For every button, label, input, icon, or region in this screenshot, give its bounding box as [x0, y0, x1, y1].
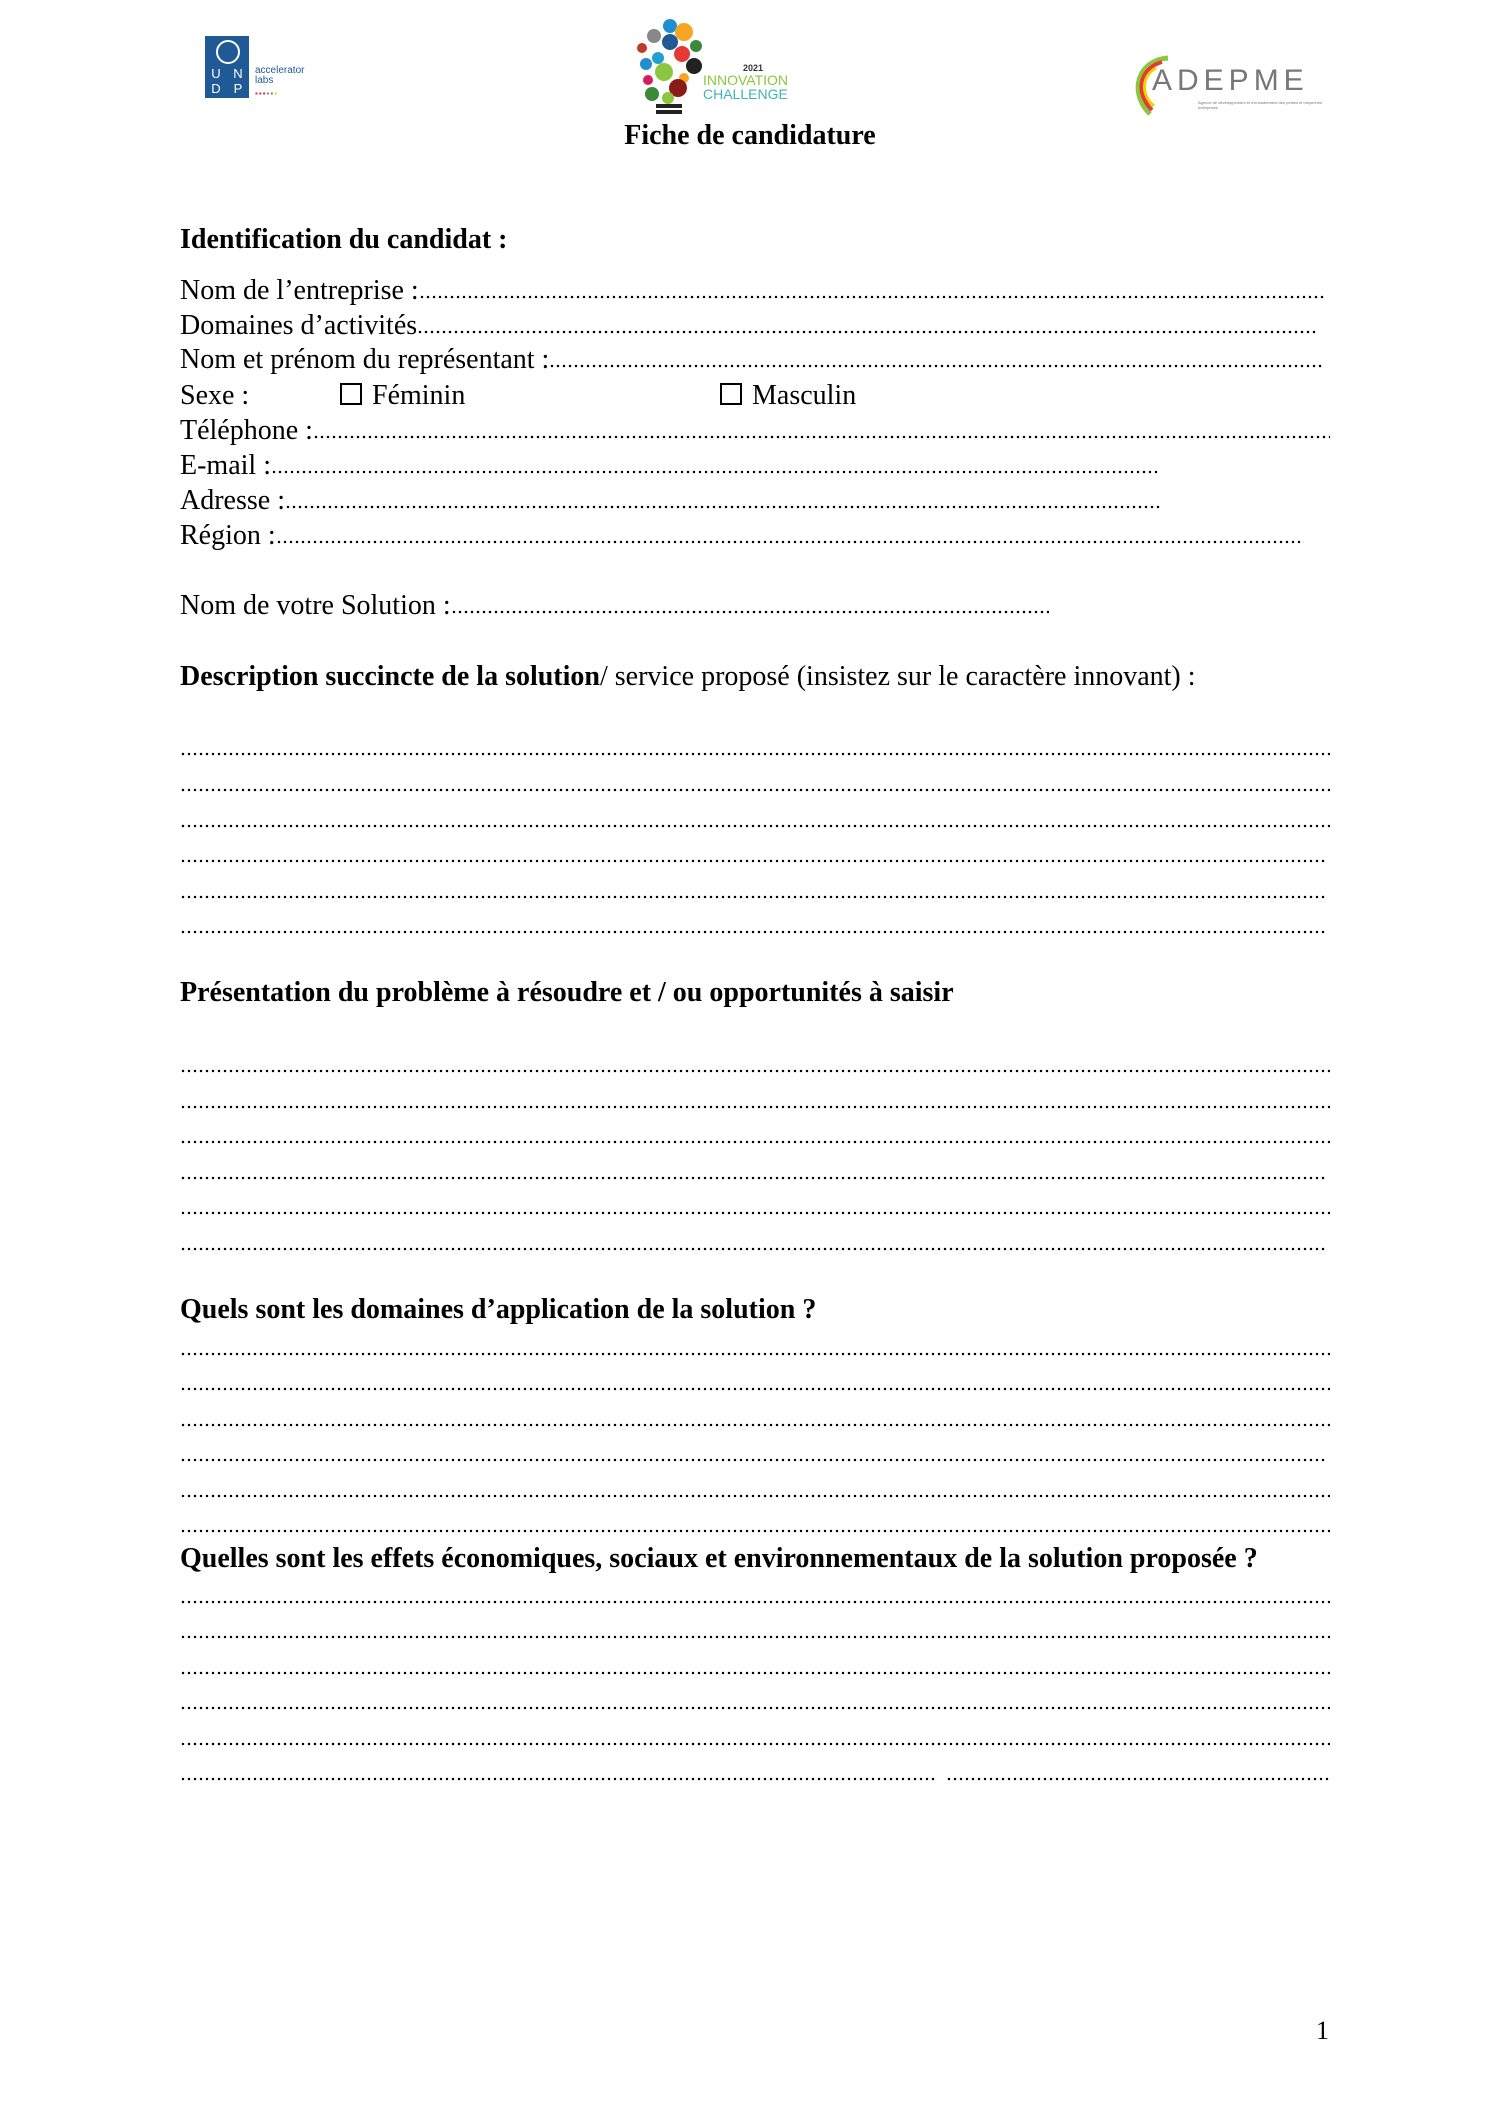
undp-letter: D — [211, 81, 221, 96]
effets-line[interactable] — [180, 1720, 1330, 1756]
domaines-line[interactable] — [180, 1401, 1330, 1437]
undp-text: labs — [255, 75, 274, 86]
fill-line[interactable] — [285, 504, 1160, 510]
fill-line[interactable] — [180, 823, 1330, 829]
fill-line[interactable] — [451, 609, 1049, 615]
domaines-line[interactable] — [180, 1365, 1330, 1401]
fill-line[interactable] — [271, 469, 1158, 475]
undp-letter: N — [233, 66, 243, 81]
field-label: Région : — [180, 520, 276, 551]
domaines-application-heading: Quels sont les domaines d’application de la solution ? — [180, 1294, 817, 1325]
field-label: Domaines d’activités — [180, 310, 418, 341]
fill-line[interactable] — [180, 1634, 1330, 1640]
effets-line[interactable] — [180, 1578, 1330, 1614]
fill-line[interactable] — [180, 1599, 1330, 1605]
checkbox-label: Masculin — [752, 380, 857, 411]
page-title: Fiche de candidature — [624, 120, 876, 151]
adepme-logo — [1128, 52, 1328, 122]
fill-line[interactable] — [180, 858, 1326, 864]
description-line[interactable] — [180, 802, 1330, 838]
fill-line[interactable] — [180, 751, 1330, 757]
fill-line[interactable] — [180, 1104, 1330, 1110]
fill-line[interactable] — [180, 1139, 1330, 1145]
innovation-line1: INNOVATION — [703, 72, 789, 88]
fill-line[interactable] — [313, 434, 1330, 440]
description-line[interactable] — [180, 837, 1326, 873]
fill-line[interactable] — [180, 929, 1326, 935]
heading-bold: Description succincte de la solution — [180, 661, 600, 692]
page-number: 1 — [1316, 2016, 1329, 2045]
fill-line[interactable] — [180, 1705, 1330, 1711]
undp-letter: P — [233, 81, 243, 96]
un-emblem-icon — [216, 40, 240, 64]
probleme-line[interactable] — [180, 1083, 1330, 1119]
description-line[interactable] — [180, 908, 1326, 944]
field-adresse[interactable] — [180, 483, 1160, 519]
checkbox-feminin[interactable] — [340, 378, 720, 414]
effets-line[interactable] — [180, 1613, 1330, 1649]
field-domaines[interactable] — [180, 308, 1316, 344]
effets-line[interactable] — [180, 1755, 1330, 1791]
fill-line[interactable] — [180, 1175, 1326, 1181]
probleme-line[interactable] — [180, 1118, 1330, 1154]
fill-line[interactable] — [180, 1493, 1330, 1499]
probleme-line[interactable] — [180, 1154, 1326, 1190]
adepme-name: ADEPME — [1152, 64, 1309, 97]
fill-line[interactable] — [419, 294, 1324, 300]
domaines-line[interactable] — [180, 1436, 1326, 1472]
fill-line[interactable] — [180, 1210, 1330, 1216]
undp-text: accelerator — [255, 65, 305, 76]
innovation-challenge-logo — [628, 18, 813, 118]
description-line[interactable] — [180, 873, 1326, 909]
field-representant[interactable] — [180, 342, 1322, 378]
probleme-heading: Présentation du problème à résoudre et / ou opportunités à saisir — [180, 977, 954, 1008]
heading-rest: / service proposé (insistez sur le caractère innovant) : — [600, 661, 1196, 692]
fill-line[interactable] — [276, 539, 1304, 545]
fill-line[interactable] — [180, 1528, 1330, 1534]
field-telephone[interactable] — [180, 413, 1330, 449]
fill-line[interactable] — [180, 894, 1326, 900]
field-label: Nom de votre Solution : — [180, 590, 451, 621]
fill-line[interactable] — [180, 1351, 1330, 1357]
fill-line[interactable] — [180, 1068, 1330, 1074]
checkbox-masculin[interactable] — [720, 378, 856, 414]
fill-line[interactable] — [180, 1457, 1326, 1463]
checkbox-icon[interactable] — [340, 383, 362, 405]
probleme-line[interactable] — [180, 1189, 1330, 1225]
domaines-line[interactable] — [180, 1330, 1330, 1366]
fill-line[interactable] — [180, 787, 1330, 793]
undp-logo: U N D P accelerator labs ▪▪▪▪▪▪ — [205, 36, 350, 116]
field-label: Sexe : — [180, 380, 250, 411]
effets-line[interactable] — [180, 1649, 1330, 1685]
field-label: Téléphone : — [180, 415, 313, 446]
effets-line[interactable] — [180, 1684, 1330, 1720]
field-label: Nom de l’entreprise : — [180, 275, 419, 306]
field-email[interactable] — [180, 448, 1158, 484]
fill-line[interactable] — [549, 363, 1322, 369]
description-heading — [180, 659, 1196, 695]
undp-letter: U — [211, 66, 221, 81]
fill-line[interactable] — [180, 1422, 1330, 1428]
probleme-line[interactable] — [180, 1047, 1330, 1083]
adepme-tagline: Agence de développement et d'encadrement des petites et moyennes entreprises — [1198, 100, 1322, 110]
identification-heading: Identification du candidat : — [180, 224, 508, 255]
field-entreprise[interactable] — [180, 273, 1324, 309]
checkbox-icon[interactable] — [720, 383, 742, 405]
description-line[interactable] — [180, 730, 1330, 766]
domaines-line[interactable] — [180, 1507, 1330, 1543]
fill-line[interactable] — [417, 329, 1316, 335]
fill-line[interactable] — [946, 1776, 1330, 1782]
field-label: Adresse : — [180, 485, 285, 516]
fill-line[interactable] — [180, 1670, 1330, 1676]
fill-line[interactable] — [180, 1246, 1326, 1252]
field-region[interactable] — [180, 518, 1304, 554]
probleme-line[interactable] — [180, 1225, 1326, 1261]
fill-line[interactable] — [180, 1741, 1330, 1747]
field-label: Nom et prénom du représentant : — [180, 344, 550, 375]
fill-line[interactable] — [180, 1776, 936, 1782]
field-sexe — [180, 378, 1180, 414]
innovation-year: 2021 — [742, 63, 764, 73]
field-label: E-mail : — [180, 450, 271, 481]
fill-line[interactable] — [180, 1386, 1330, 1392]
effets-heading: Quelles sont les effets économiques, sociaux et environnementaux de la solution proposée ? — [180, 1543, 1258, 1574]
checkbox-label: Féminin — [372, 380, 466, 411]
description-line[interactable] — [180, 766, 1330, 802]
innovation-line2: CHALLENGE — [703, 86, 788, 102]
lightbulb-icon — [628, 18, 708, 118]
field-solution-name[interactable] — [180, 588, 1049, 624]
domaines-line[interactable] — [180, 1472, 1330, 1508]
